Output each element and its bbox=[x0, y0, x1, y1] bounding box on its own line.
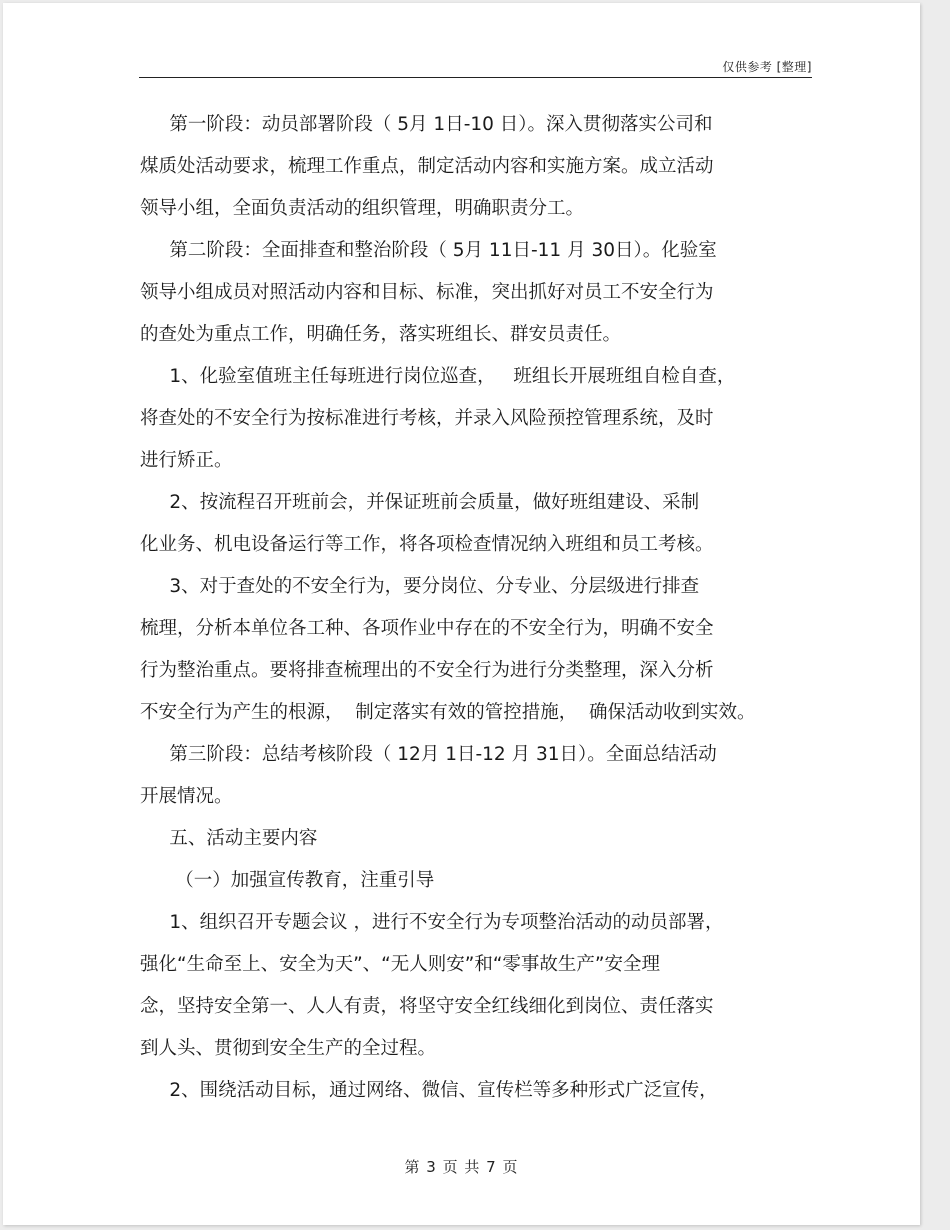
text-line: 1、化验室值班主任每班进行岗位巡查， 班组长开展班组自检自查， bbox=[140, 366, 736, 387]
text-line: 到人头、贯彻到安全生产的全过程。 bbox=[140, 1038, 437, 1059]
text-line: 2、按流程召开班前会，并保证班前会质量，做好班组建设、采制 bbox=[140, 492, 700, 513]
text-line: 开展情况。 bbox=[140, 786, 233, 807]
text-line: 领导小组，全面负责活动的组织管理，明确职责分工。 bbox=[140, 198, 585, 219]
text-line: 第二阶段：全面排查和整治阶段（ 5月 11日-11 月 30日）。化验室 bbox=[140, 240, 717, 261]
page-header bbox=[139, 57, 812, 78]
header-note: 仅供参考 [整理] bbox=[722, 60, 812, 74]
text-line: 强化“生命至上、安全为天”、“无人则安”和“零事故生产”安全理 bbox=[140, 954, 661, 975]
text-line: 1、组织召开专题会议 ，进行不安全行为专项整治活动的动员部署， bbox=[140, 912, 724, 933]
text-line: 3、对于查处的不安全行为，要分岗位、分专业、分层级进行排查 bbox=[140, 576, 700, 597]
text-line: 不安全行为产生的根源， 制定落实有效的管控措施， 确保活动收到实效。 bbox=[140, 702, 756, 723]
text-line: 2、围绕活动目标，通过网络、微信、宣传栏等多种形式广泛宣传， bbox=[140, 1080, 718, 1101]
page-footer: 第 3 页 共 7 页 bbox=[404, 1158, 519, 1176]
text-line: 将查处的不安全行为按标准进行考核，并录入风险预控管理系统，及时 bbox=[140, 408, 714, 429]
text-line: 的查处为重点工作，明确任务，落实班组长、群安员责任。 bbox=[140, 324, 622, 345]
text-line: 领导小组成员对照活动内容和目标、标准，突出抓好对员工不安全行为 bbox=[140, 282, 714, 303]
text-line: 化业务、机电设备运行等工作，将各项检查情况纳入班组和员工考核。 bbox=[140, 534, 714, 555]
text-line: 煤质处活动要求，梳理工作重点，制定活动内容和实施方案。成立活动 bbox=[140, 156, 714, 177]
subsection-heading: （一）加强宣传教育，注重引导 bbox=[140, 870, 435, 891]
text-line: 行为整治重点。要将排查梳理出的不安全行为进行分类整理，深入分析 bbox=[140, 660, 714, 681]
text-line: 念，坚持安全第一、人人有责，将坚守安全红线细化到岗位、责任落实 bbox=[140, 996, 714, 1017]
text-line: 梳理，分析本单位各工种、各项作业中存在的不安全行为，明确不安全 bbox=[140, 618, 714, 639]
text-line: 进行矫正。 bbox=[140, 450, 233, 471]
text-line: 第三阶段：总结考核阶段（ 12月 1日-12 月 31日）。全面总结活动 bbox=[140, 744, 717, 765]
section-heading: 五、活动主要内容 bbox=[140, 828, 318, 849]
document-page bbox=[3, 3, 920, 1225]
text-line: 第一阶段：动员部署阶段（ 5月 1日-10 日）。深入贯彻落实公司和 bbox=[140, 114, 713, 135]
